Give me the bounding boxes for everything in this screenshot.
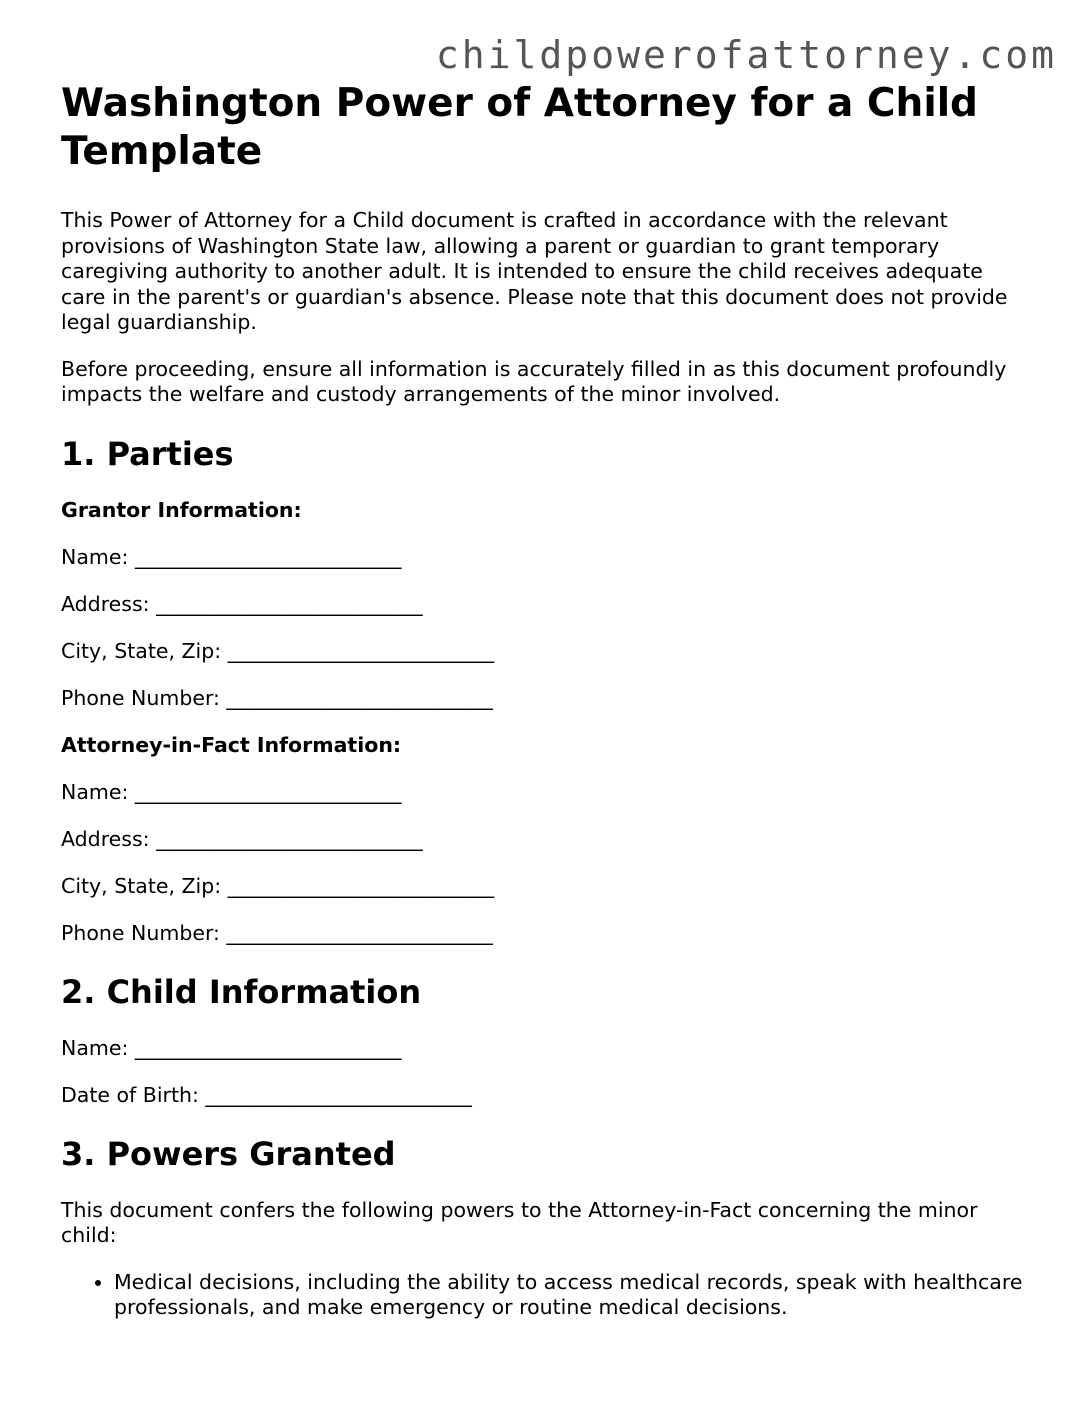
attorney-phone-field[interactable]: Phone Number: __________________________ xyxy=(61,920,493,945)
grantor-address-field[interactable]: Address: __________________________ xyxy=(61,591,423,616)
watermark: childpowerofattorney.com xyxy=(435,33,1057,77)
attorney-city-state-zip-field[interactable]: City, State, Zip: __________________________ xyxy=(61,873,495,898)
attorney-address-field[interactable]: Address: __________________________ xyxy=(61,826,423,851)
grantor-info-label: Grantor Information: xyxy=(61,497,302,522)
attorney-name-field[interactable]: Name: __________________________ xyxy=(61,779,402,804)
attorney-info-label: Attorney-in-Fact Information: xyxy=(61,732,402,757)
powers-intro: This document confers the following powers to the Attorney-in-Fact concerning the minor child: xyxy=(61,1197,978,1247)
document-body xyxy=(61,80,1031,1321)
intro-paragraph-2: Before proceeding, ensure all information is accurately filled in as this document profoundly impacts the welfare and custody arrangements of the minor involved. xyxy=(61,356,1007,406)
child-name-field[interactable]: Name: __________________________ xyxy=(61,1035,402,1060)
child-dob-field[interactable]: Date of Birth: __________________________ xyxy=(61,1082,472,1107)
section-heading-powers-granted: 3. Powers Granted xyxy=(61,1134,396,1173)
grantor-phone-field[interactable]: Phone Number: __________________________ xyxy=(61,685,493,710)
list-item: • Medical decisions, including the ability to access medical records, speak with healthcare professionals, and make emergency or routine medical decisions. xyxy=(114,1270,1031,1321)
intro-paragraph-1: This Power of Attorney for a Child document is crafted in accordance with the relevant provisions of Washington State law, allowing a parent or guardian to grant temporary caregiving authority to another adult. It is intended to ensure the child receives adequate care in the parent's or guardian's absence. Please note that this document does not provide legal guardianship. xyxy=(61,208,1008,334)
section-heading-parties: 1. Parties xyxy=(61,434,234,473)
grantor-name-field[interactable]: Name: __________________________ xyxy=(61,544,402,569)
grantor-city-state-zip-field[interactable]: City, State, Zip: __________________________ xyxy=(61,638,495,663)
section-heading-child-information: 2. Child Information xyxy=(61,972,422,1011)
powers-list xyxy=(61,1270,1031,1321)
page-title: Washington Power of Attorney for a Child Template xyxy=(61,81,978,174)
